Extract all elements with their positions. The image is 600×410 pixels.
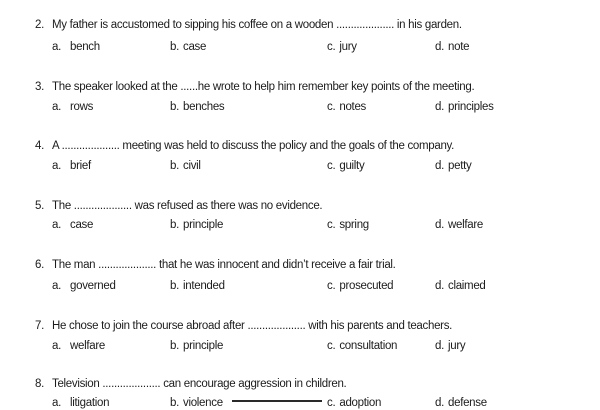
option-c bbox=[327, 100, 366, 114]
option-text: brief bbox=[70, 160, 91, 172]
option-a bbox=[52, 396, 109, 410]
option-text: jury bbox=[339, 41, 357, 53]
option-text: petty bbox=[448, 160, 472, 172]
option-label: b. bbox=[170, 160, 179, 172]
option-d bbox=[435, 396, 487, 410]
option-a bbox=[52, 159, 91, 173]
option-text: benches bbox=[183, 101, 225, 113]
question-5-options bbox=[0, 218, 600, 232]
question-text: A .................... meeting was held to discuss the policy and the goals of the company. bbox=[52, 140, 455, 152]
question-3 bbox=[0, 80, 600, 94]
option-text: defense bbox=[448, 397, 487, 409]
option-text: civil bbox=[183, 160, 201, 172]
option-b bbox=[170, 218, 223, 232]
option-text: note bbox=[448, 41, 470, 53]
question-number: 7. bbox=[35, 320, 44, 332]
question-7-options bbox=[0, 339, 600, 353]
option-text: welfare bbox=[70, 340, 105, 352]
question-8-options bbox=[0, 396, 600, 410]
option-text: adoption bbox=[339, 397, 382, 409]
question-5 bbox=[0, 199, 600, 213]
option-text: case bbox=[183, 41, 207, 53]
option-label: b. bbox=[170, 101, 179, 113]
option-d bbox=[435, 218, 483, 232]
option-text: notes bbox=[339, 101, 366, 113]
option-label: d. bbox=[435, 101, 444, 113]
question-4-options bbox=[0, 159, 600, 173]
option-label: c. bbox=[327, 41, 336, 53]
option-text: welfare bbox=[448, 219, 483, 231]
option-label: c. bbox=[327, 340, 336, 352]
option-text: rows bbox=[70, 101, 94, 113]
question-number: 5. bbox=[35, 200, 44, 212]
option-d bbox=[435, 279, 486, 293]
option-text: bench bbox=[70, 41, 100, 53]
question-number: 3. bbox=[35, 81, 44, 93]
option-label: a. bbox=[52, 160, 61, 172]
question-text: My father is accustomed to sipping his coffee on a wooden .................... in his garden. bbox=[52, 19, 462, 31]
question-text: Television .................... can encourage aggression in children. bbox=[52, 378, 347, 390]
option-label: d. bbox=[435, 219, 444, 231]
option-c bbox=[327, 339, 397, 353]
question-6 bbox=[0, 258, 600, 272]
option-text: principle bbox=[183, 219, 224, 231]
option-text: principle bbox=[183, 340, 224, 352]
option-label: c. bbox=[327, 280, 336, 292]
option-d bbox=[435, 40, 469, 54]
option-d bbox=[435, 159, 471, 173]
option-text: jury bbox=[448, 340, 466, 352]
option-b bbox=[170, 40, 206, 54]
option-label: d. bbox=[435, 41, 444, 53]
option-text: claimed bbox=[448, 280, 486, 292]
option-label: c. bbox=[327, 160, 336, 172]
question-number: 4. bbox=[35, 140, 44, 152]
option-text: consultation bbox=[339, 340, 398, 352]
option-text: intended bbox=[183, 280, 225, 292]
question-2-options bbox=[0, 40, 600, 54]
option-label: c. bbox=[327, 219, 336, 231]
question-number: 6. bbox=[35, 259, 44, 271]
option-label: b. bbox=[170, 340, 179, 352]
option-label: a. bbox=[52, 397, 61, 409]
question-7 bbox=[0, 319, 600, 333]
option-b bbox=[170, 159, 201, 173]
option-label: a. bbox=[52, 219, 61, 231]
option-label: d. bbox=[435, 397, 444, 409]
option-c bbox=[327, 40, 357, 54]
option-c bbox=[327, 218, 369, 232]
option-c bbox=[327, 159, 364, 173]
question-2 bbox=[0, 18, 600, 32]
option-text: case bbox=[70, 219, 94, 231]
option-label: c. bbox=[327, 397, 336, 409]
option-b bbox=[170, 396, 223, 410]
option-text: spring bbox=[339, 219, 369, 231]
option-label: b. bbox=[170, 219, 179, 231]
option-text: principles bbox=[448, 101, 494, 113]
option-text: litigation bbox=[70, 397, 110, 409]
option-a bbox=[52, 339, 105, 353]
option-a bbox=[52, 100, 93, 114]
option-b bbox=[170, 279, 225, 293]
question-6-options bbox=[0, 279, 600, 293]
option-a bbox=[52, 279, 116, 293]
option-c bbox=[327, 396, 381, 410]
option-text: guilty bbox=[339, 160, 365, 172]
option-a bbox=[52, 40, 100, 54]
option-label: b. bbox=[170, 41, 179, 53]
question-number: 8. bbox=[35, 378, 44, 390]
option-label: c. bbox=[327, 101, 336, 113]
question-number: 2. bbox=[35, 19, 44, 31]
option-label: d. bbox=[435, 160, 444, 172]
question-text: The speaker looked at the ......he wrote to help him remember key points of the meeting. bbox=[52, 81, 475, 93]
option-d bbox=[435, 100, 494, 114]
question-4 bbox=[0, 139, 600, 153]
option-label: a. bbox=[52, 340, 61, 352]
option-b bbox=[170, 339, 223, 353]
option-label: b. bbox=[170, 397, 179, 409]
question-text: The .................... was refused as there was no evidence. bbox=[52, 200, 323, 212]
question-text: The man .................... that he was innocent and didn’t receive a fair trial. bbox=[52, 259, 396, 271]
option-a bbox=[52, 218, 93, 232]
option-label: a. bbox=[52, 280, 61, 292]
option-label: d. bbox=[435, 340, 444, 352]
option-label: a. bbox=[52, 41, 61, 53]
option-b bbox=[170, 100, 224, 114]
option-label: d. bbox=[435, 280, 444, 292]
answer-mark-line bbox=[232, 400, 322, 402]
question-text: He chose to join the course abroad after .................... with his parents and teachers. bbox=[52, 320, 453, 332]
option-label: a. bbox=[52, 101, 61, 113]
option-d bbox=[435, 339, 465, 353]
question-3-options bbox=[0, 100, 600, 114]
question-8 bbox=[0, 377, 600, 391]
option-text: prosecuted bbox=[339, 280, 394, 292]
option-text: violence bbox=[183, 397, 223, 409]
option-text: governed bbox=[70, 280, 116, 292]
option-c bbox=[327, 279, 393, 293]
option-label: b. bbox=[170, 280, 179, 292]
